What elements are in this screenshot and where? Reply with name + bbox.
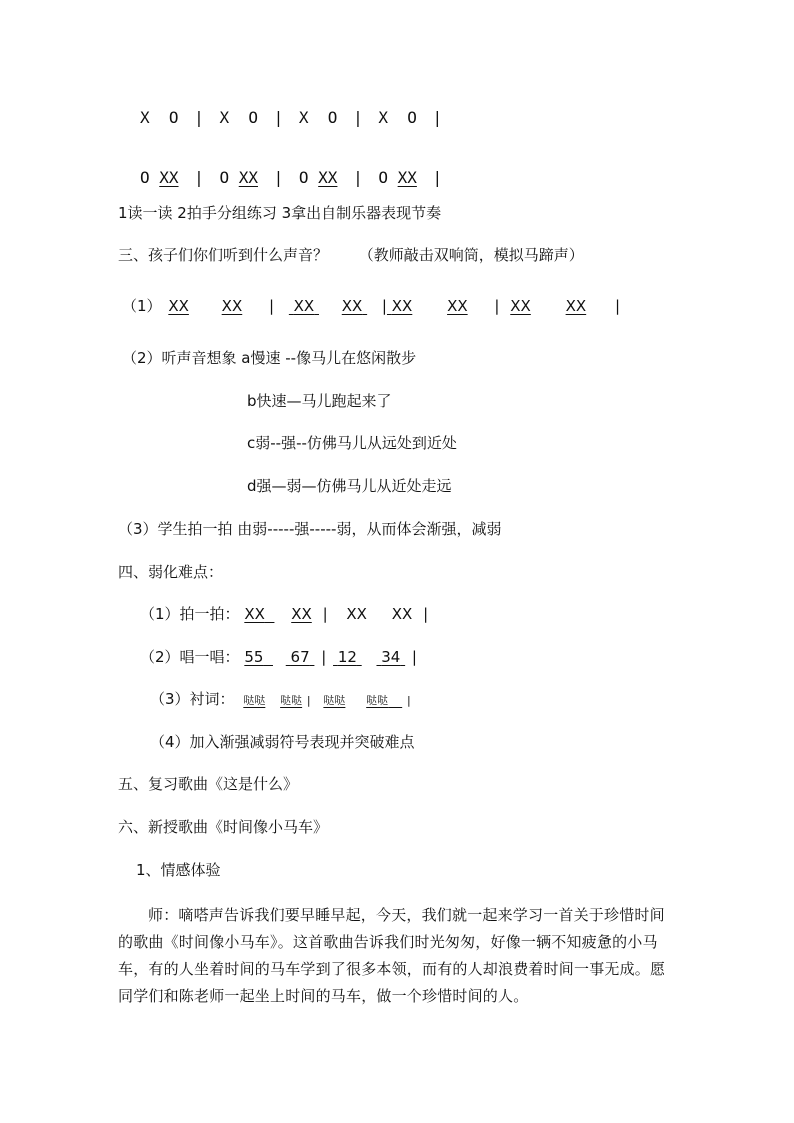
section-3-item-2c: c弱--强--仿佛马儿从远处到近处: [247, 434, 457, 452]
bar-line: |: [353, 108, 363, 127]
steps-line: 1读一读 2拍手分组练习 3拿出自制乐器表现节奏: [118, 204, 442, 222]
section-3-item-2: （2）听声音想象 a慢速 --像马儿在悠闲散步: [122, 349, 417, 367]
rhythm-cell: XX: [447, 297, 468, 315]
rhythm-cell: XX: [391, 605, 413, 623]
section-3-item-3: （3）学生拍一拍 由弱-----强-----弱，从而体会渐强，减弱: [118, 520, 502, 538]
rhythm-cell: X O: [298, 108, 338, 127]
lyric-cell: 哒哒: [243, 694, 266, 707]
section-3-note: （教师敲击双响筒，模拟马蹄声）: [358, 246, 584, 264]
rest-note: O: [378, 168, 398, 187]
rhythm-cell: XX: [293, 297, 315, 315]
rhythm-cell: XX: [291, 605, 312, 623]
bar-line: |: [432, 168, 443, 187]
melody-cell: 12: [337, 648, 357, 666]
rhythm-cell: XX: [168, 297, 189, 315]
rhythm-cell: [299, 168, 338, 188]
bar-line: |: [353, 168, 363, 187]
lyric-cell: 哒哒: [366, 694, 389, 707]
section-3-item-2b: b快速—马儿跑起来了: [247, 392, 392, 410]
lyric-cell: 哒哒: [323, 694, 346, 707]
rhythm-cell: [378, 168, 417, 188]
melody-cell: 67: [290, 648, 310, 666]
bar-line: |: [411, 648, 417, 666]
rhythm-cell: XX: [221, 297, 243, 315]
rhythm-cell: X O: [140, 108, 179, 127]
bar-line: |: [194, 168, 204, 187]
section-3-title: 三、孩子们你们听到什么声音？: [118, 246, 329, 264]
section-4-item-1: [140, 604, 428, 624]
bar-line: |: [432, 108, 443, 127]
bar-line: |: [269, 297, 275, 315]
bar-line: |: [614, 297, 621, 315]
rhythm-cell: XX: [341, 297, 363, 315]
section-6-sub-1: 1、情感体验: [136, 861, 221, 879]
bar-line: |: [381, 297, 387, 315]
rhythm-line-1: [140, 108, 448, 128]
section-3-heading: [118, 245, 584, 265]
eighth-notes: XX: [397, 168, 417, 187]
bar-line: |: [494, 297, 500, 315]
section-3-item-2d: d强—弱—仿佛马儿从近处走远: [247, 477, 452, 495]
section-3-item-1: [122, 296, 620, 316]
section-6-title: 六、新授歌曲《时间像小马车》: [118, 818, 329, 836]
rhythm-cell: [219, 168, 258, 188]
rhythm-cell: XX: [565, 297, 587, 315]
eighth-notes: XX: [159, 168, 179, 187]
rhythm-cell: XX: [346, 605, 367, 623]
item-label: （3）衬词：: [150, 690, 235, 708]
section-5-title: 五、复习歌曲《这是什么》: [118, 775, 299, 793]
melody-cell: 34: [381, 648, 401, 666]
bar-line: |: [306, 694, 311, 707]
section-4-item-2: [140, 647, 417, 667]
rest-note: O: [219, 168, 239, 187]
eighth-notes: XX: [318, 168, 338, 187]
bar-line: |: [273, 108, 284, 127]
bar-line: |: [322, 605, 328, 623]
bar-line: |: [423, 605, 429, 623]
bar-line: |: [194, 108, 204, 127]
rhythm-cell: X O: [219, 108, 258, 127]
rhythm-cell: [140, 168, 179, 188]
section-4-item-3: [150, 689, 411, 711]
rhythm-cell: XX: [510, 297, 531, 315]
item-label: （1）: [122, 297, 162, 315]
rest-note: O: [298, 168, 319, 187]
eighth-notes: XX: [238, 168, 258, 187]
bar-line: |: [273, 168, 284, 187]
section-4-item-4: （4）加入渐强减弱符号表现并突破难点: [150, 733, 415, 751]
bar-line: |: [321, 648, 327, 666]
rhythm-cell: XX: [391, 297, 413, 315]
story-paragraph: 师：嘀嗒声告诉我们要早睡早起，今天，我们就一起来学习一首关于珍惜时间的歌曲《时间像小马车》。这首歌曲告诉我们时光匆匆，好像一辆不知疲惫的小马车，有的人坐着时间的马车学到了很多本领，而有的人却浪费着时间一事无成。愿同学们和陈老师一起坐上时间的马车，做一个珍惜时间的人。: [118, 906, 666, 1005]
melody-cell: 55: [244, 648, 264, 666]
bar-line: |: [406, 694, 411, 707]
rhythm-line-2: [140, 168, 448, 188]
rhythm-cell: X O: [378, 108, 417, 127]
section-4-title: 四、弱化难点：: [118, 563, 224, 581]
rhythm-cell: XX: [244, 605, 265, 623]
item-label: （1）拍一拍：: [140, 605, 240, 623]
lyric-cell: 哒哒: [280, 694, 303, 707]
item-label: （2）唱一唱：: [140, 648, 240, 666]
rest-note: O: [140, 168, 160, 187]
